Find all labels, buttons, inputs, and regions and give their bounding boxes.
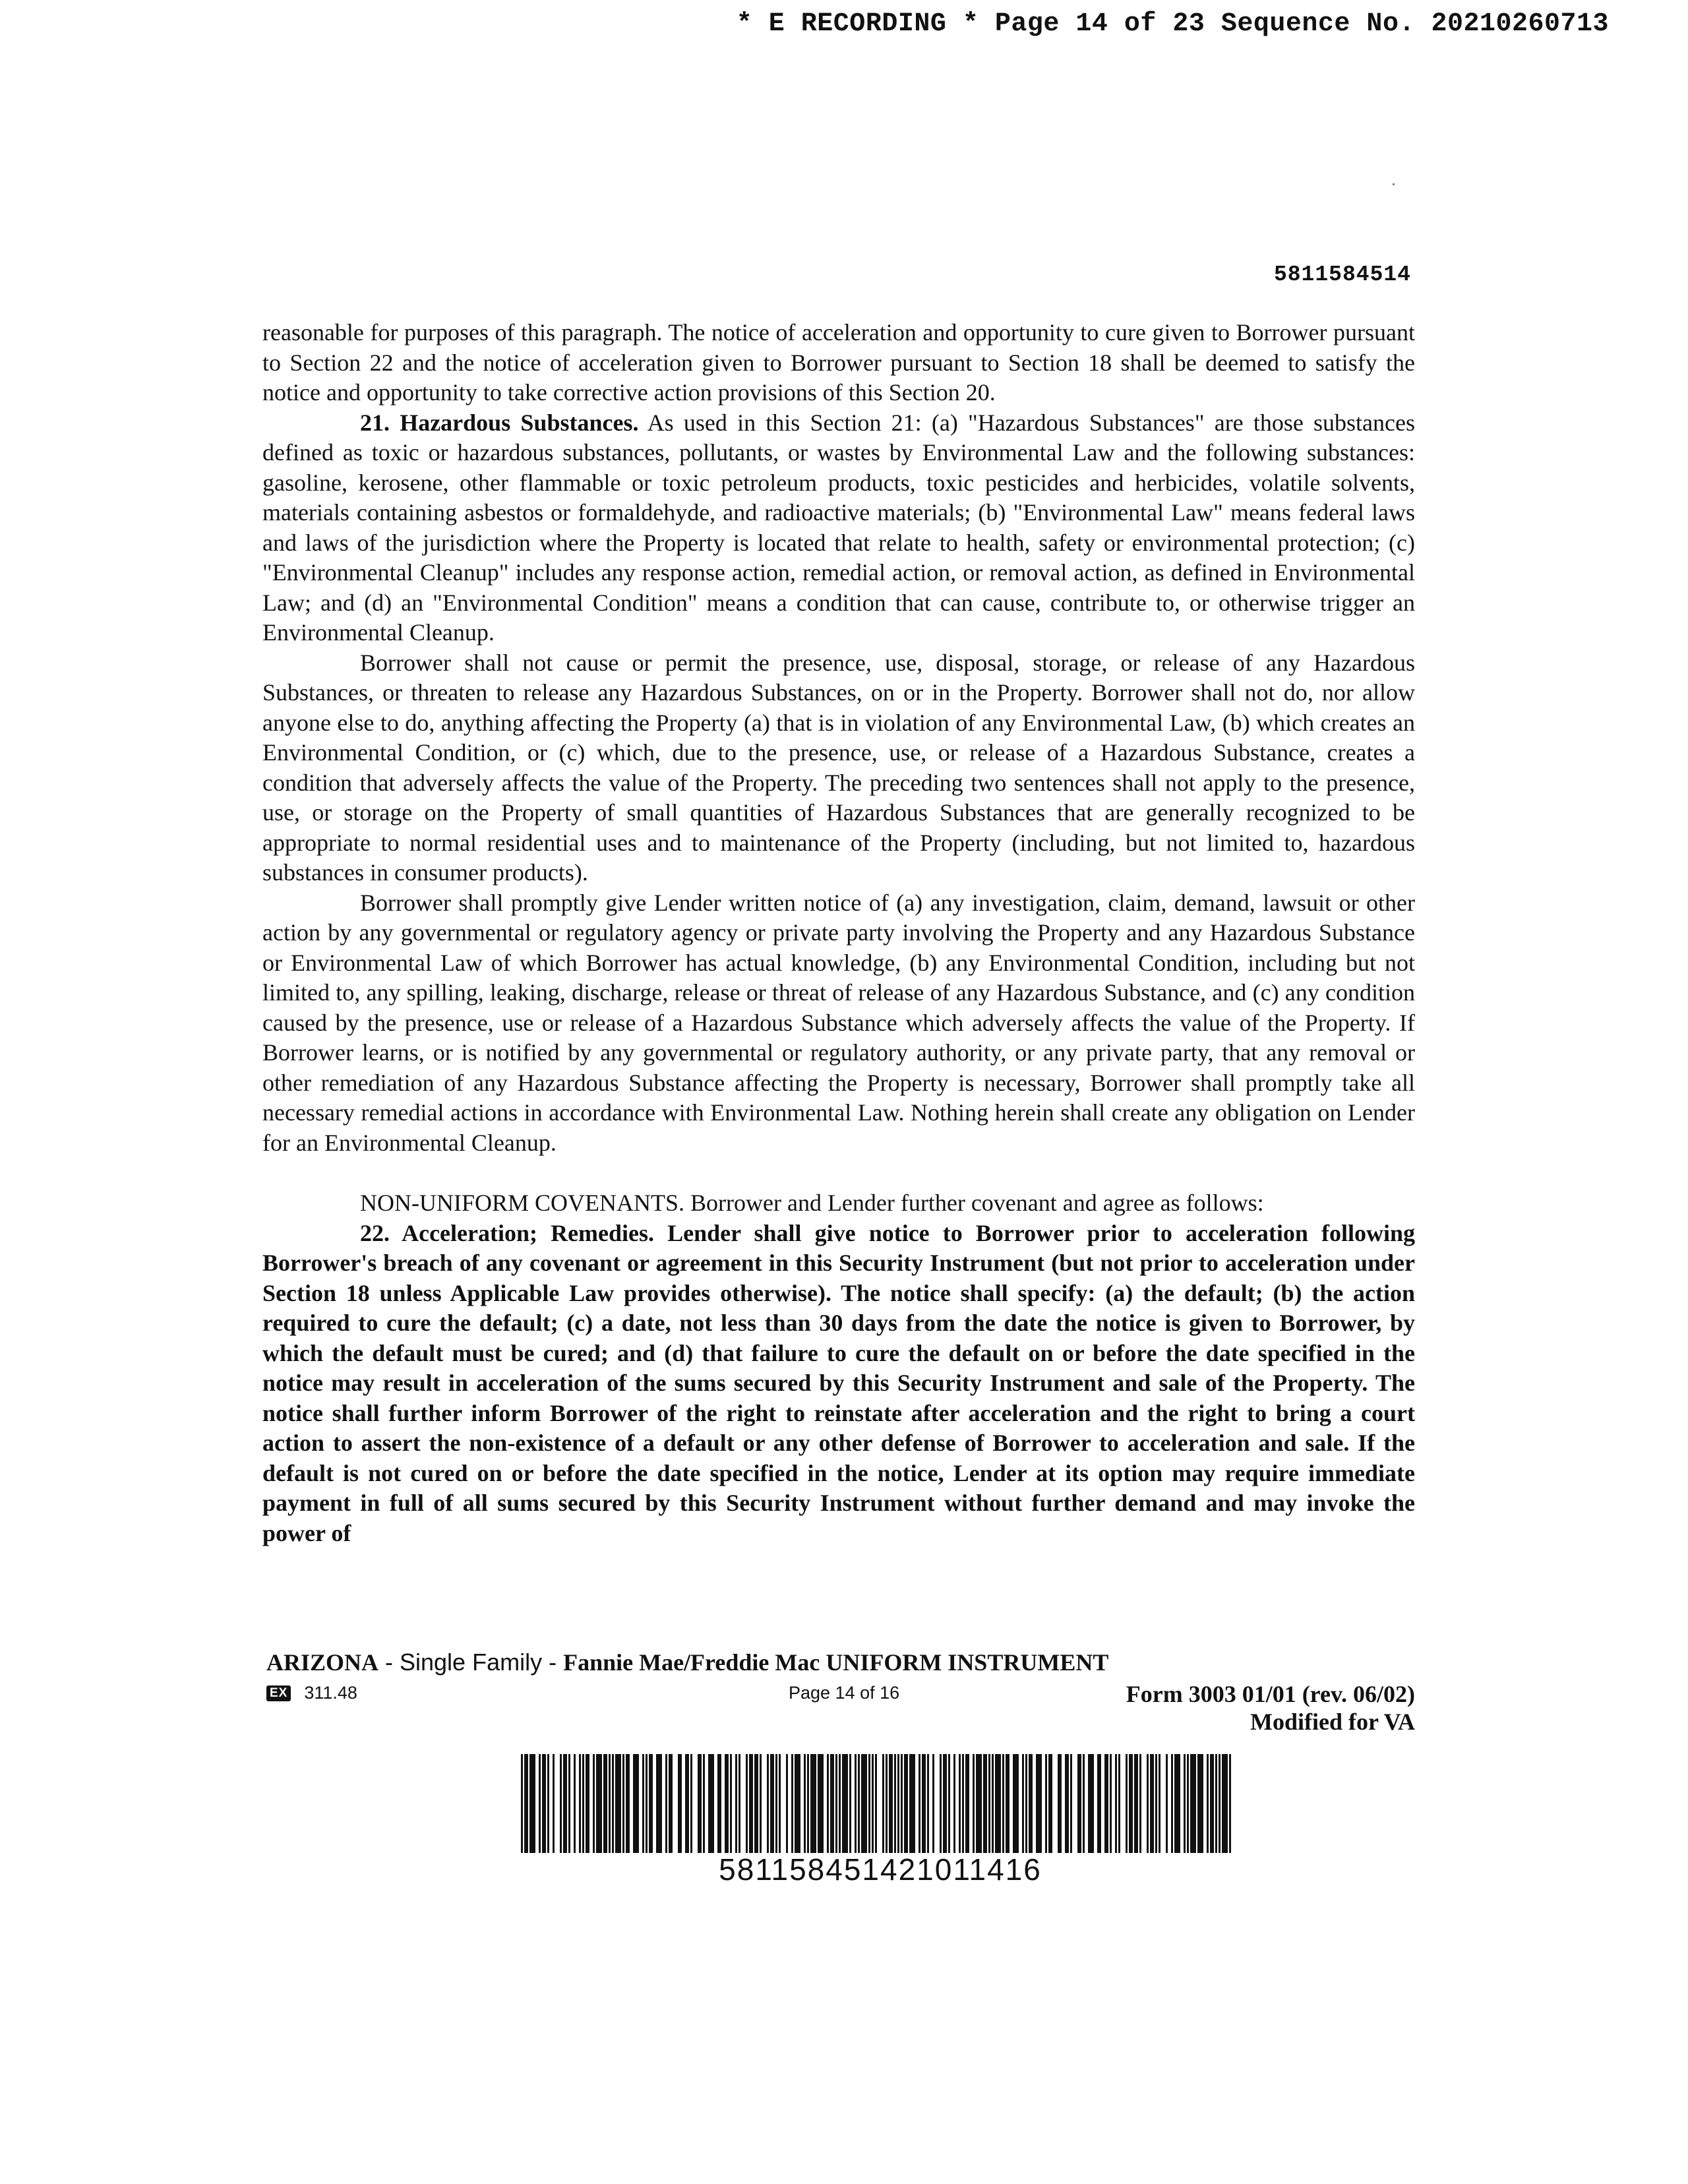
- barcode-bar: [858, 1754, 860, 1853]
- barcode-bar: [1036, 1754, 1042, 1853]
- barcode-bar: [574, 1754, 576, 1853]
- barcode-bar: [603, 1754, 607, 1853]
- barcode-number: 581158451421011416: [719, 1852, 1042, 1887]
- barcode-bar: [775, 1754, 777, 1853]
- section-21-text: As used in this Section 21: (a) "Hazardous Substances" are those substances defined as toxic or hazardous substances, pollutants, or wastes by Environmental Law and the following substances: gasoline, kerosene, other flammable or toxic petroleum products, toxic pesticides and herbicides, volatile solvents, materials containing asbestos or formaldehyde, and radioactive materials; (b) "Environmental Law" means federal laws and laws of the jurisdiction where the Property is located that relate to health, safety or environmental protection; (c) "Environmental Cleanup" includes any response action, remedial action, or removal action, as defined in Environmental Law; and (d) an "Environmental Condition" means a condition that can cause, contribute to, or otherwise trigger an Environmental Cleanup.: [262, 409, 1416, 646]
- barcode-bar: [889, 1754, 893, 1853]
- barcode-bar: [868, 1754, 870, 1853]
- barcode-bar: [1110, 1754, 1112, 1853]
- barcode-bar: [609, 1754, 611, 1853]
- barcode-bar: [882, 1754, 884, 1853]
- barcode-bar: [685, 1754, 689, 1853]
- barcode-bar: [927, 1754, 929, 1853]
- footer-row: [266, 1680, 1415, 1735]
- barcode-bar: [579, 1754, 581, 1853]
- barcode-bar: [872, 1754, 874, 1853]
- barcode-bar: [725, 1754, 729, 1853]
- barcode-bar: [596, 1754, 602, 1853]
- form-code-number: 311.48: [304, 1683, 357, 1703]
- barcode-bar: [626, 1754, 630, 1853]
- barcode-bar: [633, 1754, 639, 1853]
- barcode-bar: [717, 1754, 721, 1853]
- paragraph-borrower-shall-not: Borrower shall not cause or permit the presence, use, disposal, storage, or release of any Hazardous Substances, or threaten to release any Hazardous Substances, on or in the Property. Borrower shall not do, nor allow anyone else to do, anything affecting the Property (a) that is in violation of any Environmental Law, (b) which creates an Environmental Condition, or (c) which, due to the presence, use, or release of a Hazardous Substance, creates a condition that adversely affects the value of the Property. The preceding two sentences shall not apply to the presence, use, or storage on the Property of small quantities of Hazardous Substances that are generally recognized to be appropriate to normal residential uses and to maintenance of the Property (including, but not limited to, hazardous substances in consumer products).: [262, 649, 1415, 886]
- barcode-bar: [529, 1754, 535, 1853]
- barcode-bar: [678, 1754, 682, 1853]
- barcode-bar: [1139, 1754, 1141, 1853]
- barcode-bar: [1115, 1754, 1117, 1853]
- barcode-bar: [698, 1754, 702, 1853]
- barcode-bar: [1002, 1754, 1004, 1853]
- barcode-bar: [901, 1754, 903, 1853]
- recording-header: * E RECORDING * Page 14 of 23 Sequence No. 20210260713: [736, 9, 1609, 39]
- barcode-bar: [791, 1754, 793, 1853]
- barcode-bar: [615, 1754, 621, 1853]
- loan-number: 5811584514: [1273, 262, 1411, 287]
- barcode-bar: [932, 1754, 934, 1853]
- footer-state: ARIZONA: [266, 1649, 379, 1676]
- barcode-bar: [983, 1754, 987, 1853]
- barcode-bar: [959, 1754, 961, 1853]
- barcode-bar: [669, 1754, 673, 1853]
- barcode-bar: [1150, 1754, 1154, 1853]
- barcode-bar: [646, 1754, 648, 1853]
- page-of: Page 14 of 16: [789, 1683, 900, 1703]
- barcode-bar: [749, 1754, 753, 1853]
- barcode-bar: [708, 1754, 714, 1853]
- barcode-bar: [995, 1754, 1001, 1853]
- non-uniform-covenants: NON-UNIFORM COVENANTS. Borrower and Lender further covenant and agree as follows:: [360, 1190, 1264, 1216]
- barcode-bar: [909, 1754, 915, 1853]
- barcode-bar: [767, 1754, 769, 1853]
- barcode-bar: [962, 1754, 964, 1853]
- barcode-bar: [1187, 1754, 1189, 1853]
- barcode-bar: [553, 1754, 555, 1853]
- barcode-bar: [818, 1754, 824, 1853]
- paragraph-section-21: [262, 408, 1415, 648]
- barcode-bar: [738, 1754, 740, 1853]
- barcode-bar: [760, 1754, 762, 1853]
- barcode-bar: [690, 1754, 692, 1853]
- footer-agencies: Fannie Mae/Freddie Mac UNIFORM INSTRUMENT: [563, 1649, 1109, 1676]
- barcode-bar: [886, 1754, 888, 1853]
- paragraph-section-22: 22. Acceleration; Remedies. Lender shall give notice to Borrower prior to acceleration following Borrower's breach of any covenant or agreement in this Security Instrument (but not prior to acceleration under Section 18 unless Applicable Law provides otherwise). The notice shall specify: (a) the default; (b) the action required to cure the default; (c) a date, not less than 30 days from the date the notice is given to Borrower, by which the default must be cured; and (d) that failure to cure the default on or before the date specified in the notice may result in acceleration of the sums secured by this Security Instrument and sale of the Property. The notice shall further inform Borrower of the right to reinstate after acceleration and the right to bring a court action to assert the non-existence of a default or any other defense of Borrower to acceleration and sale. If the default is not cured on or before the date specified in the notice, Lender at its option may require immediate payment in full of all sums secured by this Security Instrument without further demand and may invoke the power of: [262, 1219, 1415, 1546]
- barcode-bar: [965, 1754, 969, 1853]
- form-footer: [266, 1649, 1415, 1735]
- form-number: Form 3003 01/01 (rev. 06/02): [1126, 1681, 1415, 1707]
- barcode-bar: [897, 1754, 899, 1853]
- barcode-bar: [746, 1754, 748, 1853]
- paragraph-section-20-end: reasonable for purposes of this paragraph. The notice of acceleration and opportunity to cure given to Borrower pursuant to Section 22 and the notice of acceleration given to Borrower pursuant to Section 18 shall be deemed to satisfy the notice and opportunity to take corrective action provisions of this Section 20.: [262, 319, 1415, 406]
- barcode-bar: [547, 1754, 549, 1853]
- barcode-bar: [542, 1754, 546, 1853]
- barcode-bar: [1070, 1754, 1072, 1853]
- barcode-bar: [1184, 1754, 1186, 1853]
- barcode-bar: [1045, 1754, 1047, 1853]
- barcode-bar: [1197, 1754, 1203, 1853]
- barcode-bar: [1190, 1754, 1196, 1853]
- ex-logo: EX: [266, 1685, 291, 1701]
- barcode-bar: [1022, 1754, 1024, 1853]
- barcode-bar: [1006, 1754, 1010, 1853]
- scan-speck: [1393, 183, 1395, 185]
- barcode-bar: [861, 1754, 867, 1853]
- barcode-bar: [835, 1754, 837, 1853]
- document-body: [262, 318, 1415, 1548]
- footer-separator: - Single Family -: [378, 1649, 564, 1676]
- barcode-bar: [1229, 1754, 1231, 1853]
- barcode-bar: [875, 1754, 877, 1853]
- barcode-bar: [988, 1754, 990, 1853]
- barcode-bar: [524, 1754, 528, 1853]
- barcode-bar: [560, 1754, 562, 1853]
- barcode-bar: [730, 1754, 732, 1853]
- barcode-bar: [855, 1754, 857, 1853]
- barcode-bar: [839, 1754, 841, 1853]
- barcode-bar: [948, 1754, 950, 1853]
- barcode-bar: [649, 1754, 653, 1853]
- barcode-bar: [1219, 1754, 1221, 1853]
- barcode-bar: [1159, 1754, 1160, 1853]
- barcode-bar: [754, 1754, 758, 1853]
- barcode-bar: [953, 1754, 955, 1853]
- barcode-bar: [1048, 1754, 1052, 1853]
- barcode-bar: [976, 1754, 982, 1853]
- barcode-bar: [1171, 1754, 1173, 1853]
- barcode-bar: [810, 1754, 816, 1853]
- barcode-bar: [904, 1754, 908, 1853]
- barcode-bar: [1013, 1754, 1019, 1853]
- barcode-bar: [1155, 1754, 1157, 1853]
- modified-for-va: Modified for VA: [1250, 1709, 1415, 1735]
- barcode-bar: [622, 1754, 624, 1853]
- paragraph-borrower-notice: Borrower shall promptly give Lender written notice of (a) any investigation, claim, demand, lawsuit or other action by any governmental or regulatory agency or private party involving the Property and any Hazardous Substance or Environmental Law of which Borrower has actual knowledge, (b) any Environmental Condition, including but not limited to, any spilling, leaking, discharge, release or threat of release of any Hazardous Substance, and (c) any condition caused by the presence, use or release of a Hazardous Substance which adversely affects the value of the Property. If Borrower learns, or is notified by any governmental or regulatory authority, or any private party, that any removal or other remediation of any Hazardous Substance affecting the Property is necessary, Borrower shall promptly take all necessary remedial actions in accordance with Environmental Law. Nothing herein shall create any obligation on Lender for an Environmental Cleanup.: [262, 889, 1415, 1156]
- barcode-bar: [568, 1754, 570, 1853]
- barcode-block: [521, 1754, 1240, 1887]
- barcode-bar: [973, 1754, 975, 1853]
- barcode-bar: [586, 1754, 589, 1853]
- barcode-bar: [582, 1754, 584, 1853]
- barcode-bar: [779, 1754, 781, 1853]
- barcode-bar: [1097, 1754, 1101, 1853]
- barcode-bar: [992, 1754, 994, 1853]
- barcode-bar: [894, 1754, 896, 1853]
- barcode-bar: [665, 1754, 667, 1853]
- barcode-bar: [1210, 1754, 1214, 1853]
- barcode-bar: [1207, 1754, 1209, 1853]
- barcode-bar: [593, 1754, 595, 1853]
- barcode-bar: [656, 1754, 662, 1853]
- barcode-bar: [1083, 1754, 1085, 1853]
- barcode-bar: [770, 1754, 774, 1853]
- section-21-heading: 21. Hazardous Substances.: [360, 409, 639, 436]
- barcode-bar: [849, 1754, 851, 1853]
- barcode-bar: [521, 1754, 523, 1853]
- barcode-bar: [1126, 1754, 1128, 1853]
- barcode-bar: [1174, 1754, 1180, 1853]
- barcode-bar: [1065, 1754, 1069, 1853]
- barcode: [521, 1754, 1240, 1853]
- footer-title: [266, 1649, 1415, 1676]
- barcode-bar: [842, 1754, 848, 1853]
- barcode-bar: [922, 1754, 926, 1853]
- barcode-bar: [1147, 1754, 1149, 1853]
- barcode-bar: [1025, 1754, 1027, 1853]
- barcode-bar: [807, 1754, 809, 1853]
- barcode-bar: [919, 1754, 920, 1853]
- barcode-bar: [827, 1754, 829, 1853]
- barcode-bar: [943, 1754, 947, 1853]
- barcode-bar: [1058, 1754, 1062, 1853]
- barcode-bar: [612, 1754, 614, 1853]
- barcode-bar: [642, 1754, 644, 1853]
- barcode-bar: [1077, 1754, 1081, 1853]
- barcode-bar: [539, 1754, 541, 1853]
- form-code: [266, 1683, 357, 1703]
- barcode-bar: [703, 1754, 705, 1853]
- barcode-bar: [1118, 1754, 1120, 1853]
- barcode-bar: [1166, 1754, 1168, 1853]
- barcode-bar: [1029, 1754, 1033, 1853]
- barcode-bar: [940, 1754, 942, 1853]
- barcode-bar: [563, 1754, 567, 1853]
- barcode-bar: [1088, 1754, 1094, 1853]
- barcode-bar: [830, 1754, 834, 1853]
- barcode-bar: [1134, 1754, 1138, 1853]
- barcode-bar: [1104, 1754, 1108, 1853]
- barcode-bar: [1129, 1754, 1133, 1853]
- barcode-bar: [1215, 1754, 1217, 1853]
- barcode-bar: [1222, 1754, 1228, 1853]
- barcode-bar: [735, 1754, 737, 1853]
- form-number-block: [1126, 1680, 1415, 1736]
- barcode-bar: [804, 1754, 806, 1853]
- barcode-bar: [795, 1754, 800, 1853]
- barcode-bar: [786, 1754, 788, 1853]
